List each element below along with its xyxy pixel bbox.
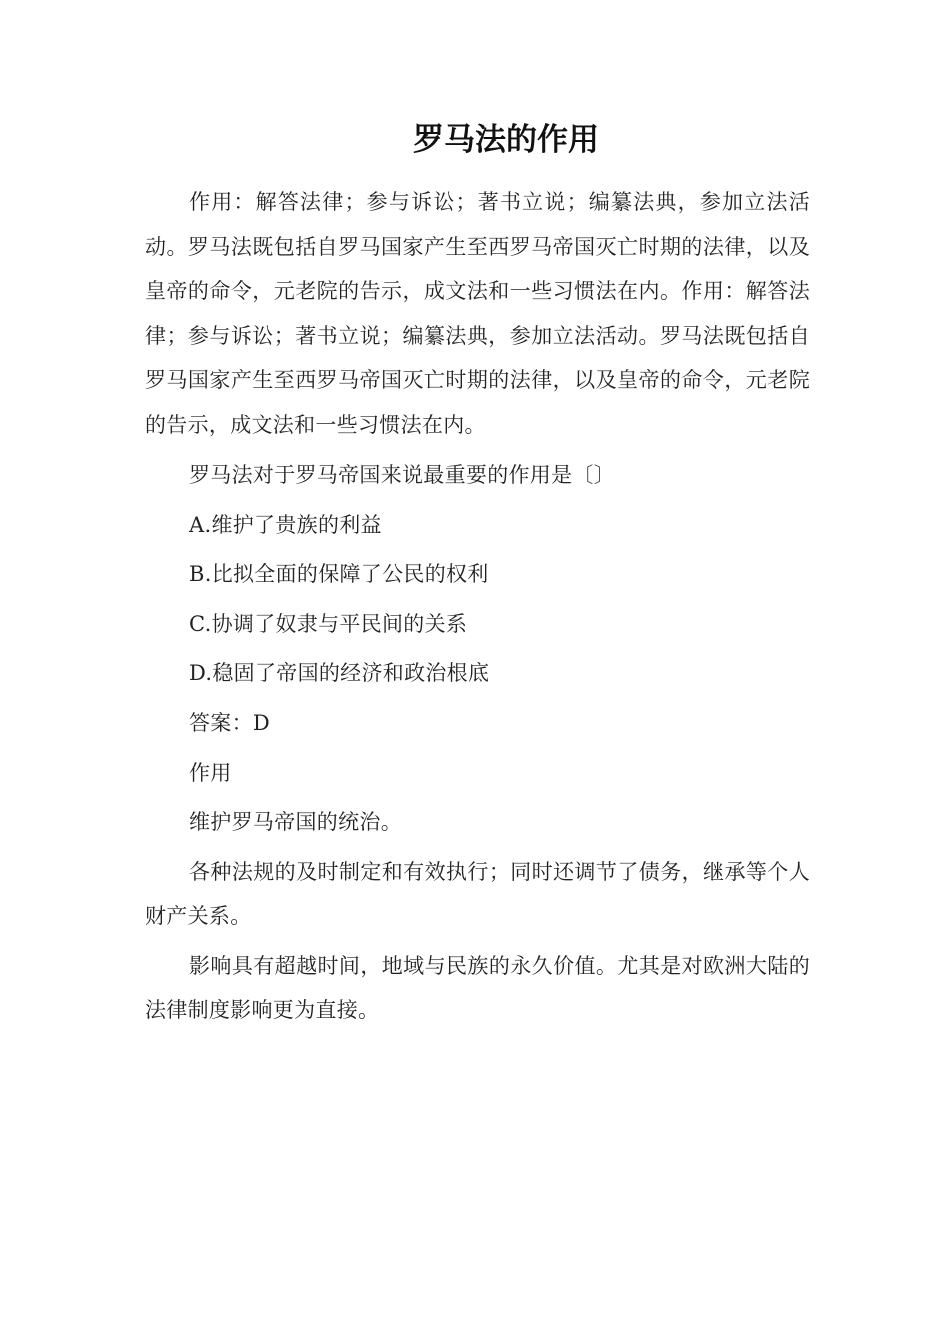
answer-line: 答案：D: [189, 710, 271, 735]
effect-paragraph-3: 影响具有超越时间，地域与民族的永久价值。尤其是对欧洲大陆的法律制度影响更为直接。: [145, 953, 810, 1023]
document-body: [145, 180, 810, 1038]
effect-paragraph-1: 维护罗马帝国的统治。: [189, 810, 402, 835]
question-paragraph: 罗马法对于罗马帝国来说最重要的作用是〔〕: [189, 462, 615, 487]
option-b: B.比拟全面的保障了公民的权利: [189, 562, 489, 587]
document-title: 罗马法的作用: [413, 122, 599, 158]
option-a: A.维护了贵族的利益: [189, 512, 382, 537]
intro-paragraph: 作用：解答法律；参与诉讼；著书立说；编纂法典，参加立法活动。罗马法既包括自罗马国家产生至西罗马帝国灭亡时期的法律，以及皇帝的命令，元老院的告示，成文法和一些习惯法在内。作用：解答法律；参与诉讼；著书立说；编纂法典，参加立法活动。罗马法既包括自罗马国家产生至西罗马帝国灭亡时期的法律，以及皇帝的命令，元老院的告示，成文法和一些习惯法在内。: [145, 190, 810, 437]
option-d: D.稳固了帝国的经济和政治根底: [189, 661, 490, 686]
effect-paragraph-2: 各种法规的及时制定和有效执行；同时还调节了债务，继承等个人财产关系。: [145, 859, 810, 929]
section-heading-effect: 作用: [189, 760, 232, 785]
option-c: C.协调了奴隶与平民间的关系: [189, 611, 468, 636]
